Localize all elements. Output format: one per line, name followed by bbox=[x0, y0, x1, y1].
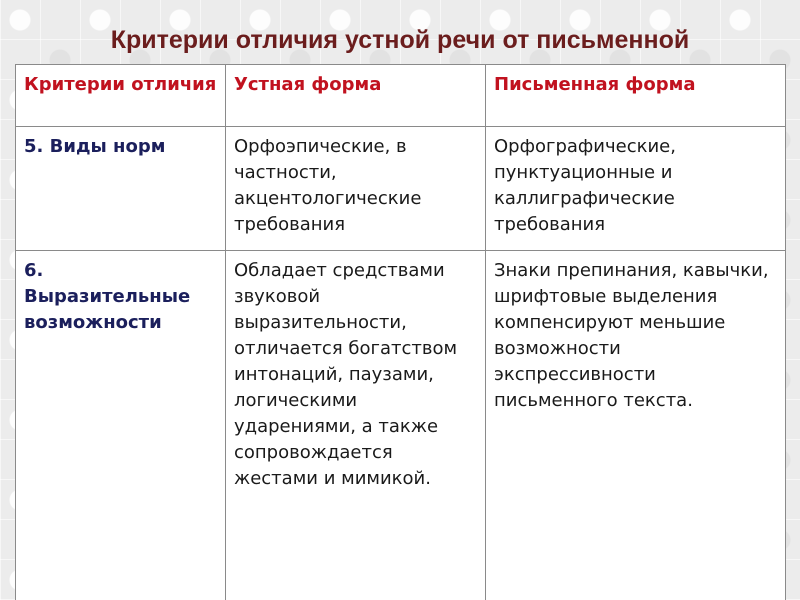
oral-cell: Орфоэпические, в частности, акцентологические требования bbox=[226, 127, 486, 251]
table-row bbox=[16, 127, 786, 251]
header-written-form: Письменная форма bbox=[486, 65, 786, 127]
table-row bbox=[16, 251, 786, 600]
criterion-word-1: Выразительные bbox=[24, 286, 191, 307]
header-oral-form: Устная форма bbox=[226, 65, 486, 127]
criterion-cell: 5. Виды норм bbox=[16, 127, 226, 251]
header-criteria: Критерии отличия bbox=[16, 65, 226, 127]
written-cell: Знаки препинания, кавычки, шрифтовые выделения компенсируют меньшие возможности экспрессивности письменного текста. bbox=[486, 251, 786, 600]
criterion-number: 6. bbox=[24, 260, 44, 281]
slide-title: Критерии отличия устной речи от письменной bbox=[110, 26, 690, 54]
oral-cell: Обладает средствами звуковой выразительности, отличается богатством интонаций, паузами, логическими ударениями, а также сопровождается жестами и мимикой. bbox=[226, 251, 486, 600]
table-header-row bbox=[16, 65, 786, 127]
criteria-table bbox=[15, 64, 786, 600]
criterion-word-2: возможности bbox=[24, 312, 162, 333]
criterion-cell bbox=[16, 251, 226, 600]
written-cell: Орфографические, пунктуационные и каллиграфические требования bbox=[486, 127, 786, 251]
